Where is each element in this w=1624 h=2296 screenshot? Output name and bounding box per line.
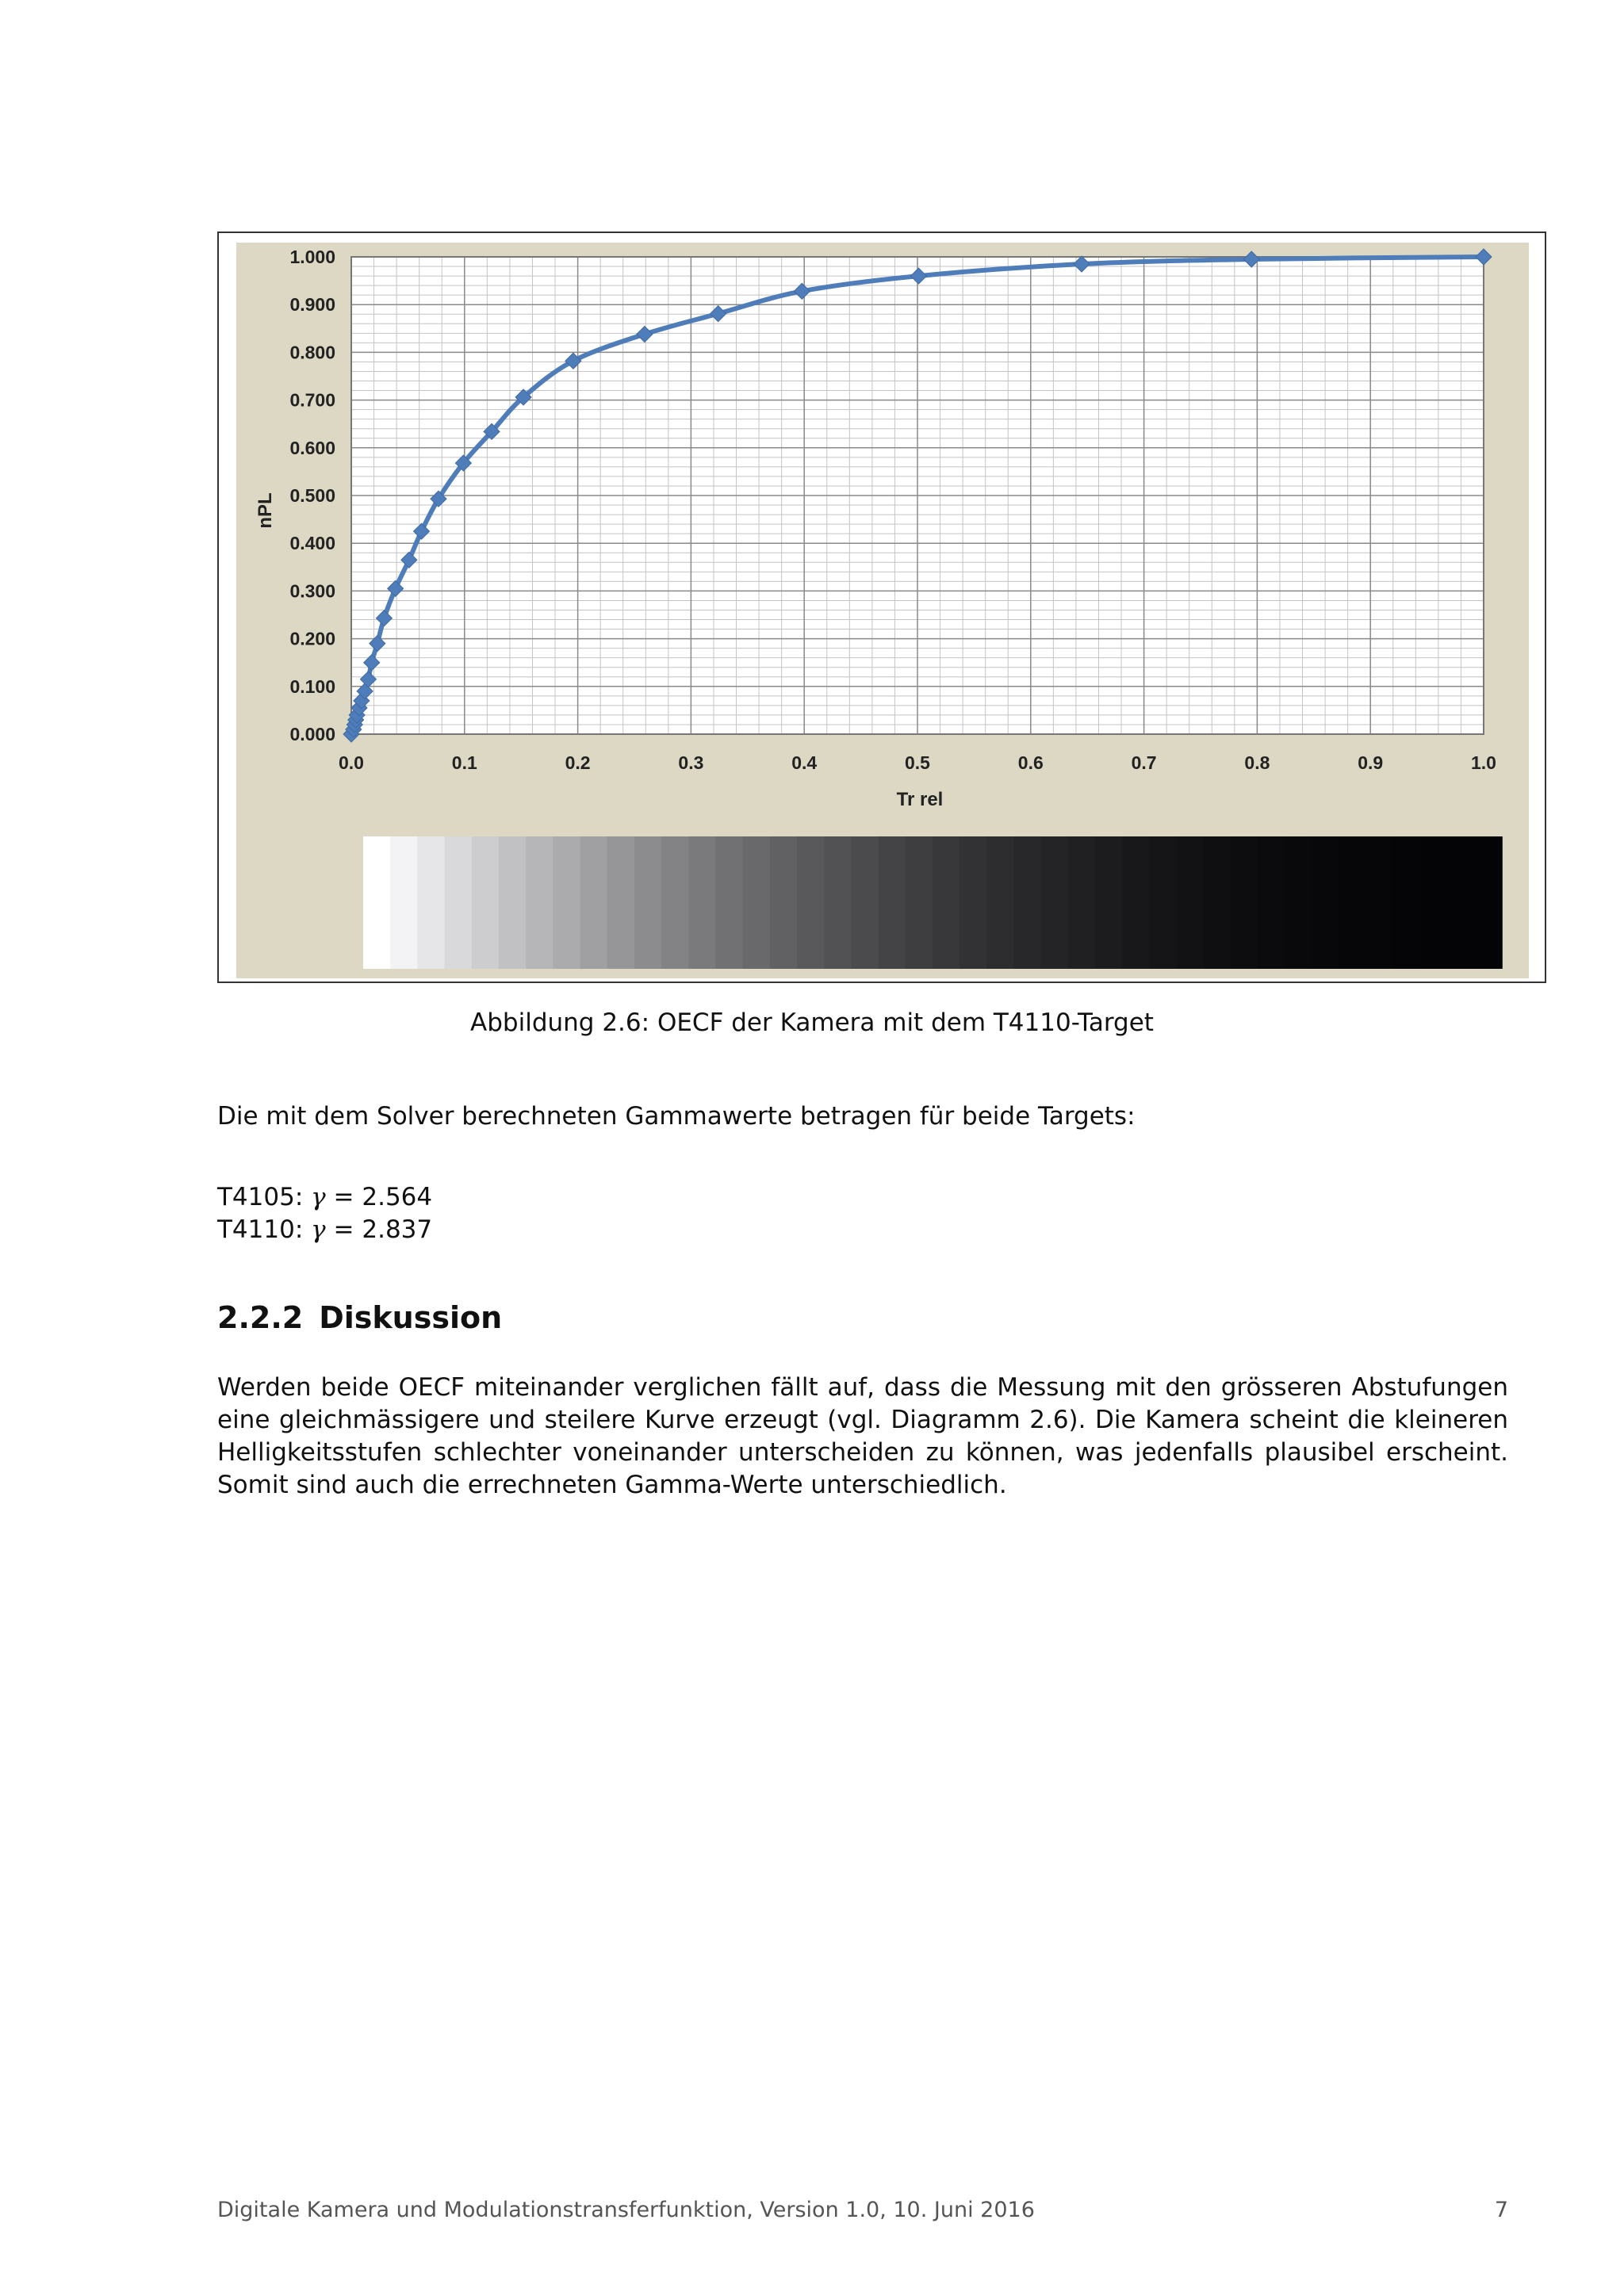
gray-step bbox=[499, 836, 527, 969]
x-tick-label: 0.1 bbox=[451, 752, 477, 773]
gray-step bbox=[1448, 836, 1476, 969]
x-tick-label: 0.8 bbox=[1244, 752, 1270, 773]
x-tick-label: 0.2 bbox=[565, 752, 591, 773]
gray-step bbox=[1258, 836, 1285, 969]
x-tick-label: 0.6 bbox=[1017, 752, 1044, 773]
y-tick-label: 0.800 bbox=[289, 342, 335, 363]
y-tick-label: 0.000 bbox=[289, 724, 335, 744]
gray-step bbox=[1420, 836, 1448, 969]
x-tick-label: 1.0 bbox=[1471, 752, 1496, 773]
gray-step bbox=[553, 836, 580, 969]
figure-frame bbox=[217, 232, 1546, 983]
gray-step bbox=[390, 836, 418, 969]
gray-step bbox=[1041, 836, 1069, 969]
gamma-target-label: T4105: bbox=[217, 1183, 304, 1211]
gray-step bbox=[1122, 836, 1150, 969]
y-tick-label: 0.700 bbox=[289, 389, 335, 411]
gray-step bbox=[1393, 836, 1421, 969]
gray-step bbox=[1285, 836, 1312, 969]
section-heading bbox=[217, 1300, 502, 1335]
y-axis-label: nPL bbox=[255, 492, 276, 529]
gray-step bbox=[607, 836, 635, 969]
gray-step bbox=[797, 836, 825, 969]
gray-step bbox=[1068, 836, 1096, 969]
y-tick-label: 0.300 bbox=[289, 580, 335, 602]
gray-step bbox=[634, 836, 662, 969]
oecf-chart bbox=[236, 243, 1529, 978]
gray-step bbox=[445, 836, 473, 969]
equals-sign: = bbox=[333, 1183, 354, 1211]
x-tick-label: 0.4 bbox=[791, 752, 818, 773]
x-tick-label: 0.3 bbox=[678, 752, 704, 773]
gray-step bbox=[1204, 836, 1231, 969]
gamma-symbol: γ bbox=[311, 1183, 326, 1211]
y-tick-label: 0.900 bbox=[289, 294, 335, 316]
discussion-paragraph: Werden beide OECF miteinander verglichen fällt auf, dass die Messung mit den grösseren Abstufungen eine gleichmässigere und steilere Kurve erzeugt (vgl. Diagramm 2.6). Die Kamera scheint die kleineren Helligkeitsstufen schlechter voneinander unterscheiden zu können, was jedenfalls plausibel erscheint. Somit sind auch die errechneten Gamma-Werte unterschiedlich. bbox=[217, 1373, 1508, 1499]
equals-sign: = bbox=[333, 1215, 354, 1244]
gray-step bbox=[526, 836, 553, 969]
section-number: 2.2.2 bbox=[217, 1300, 304, 1335]
gray-step bbox=[661, 836, 689, 969]
gamma-target-label: T4110: bbox=[217, 1215, 304, 1244]
gray-step-strip bbox=[363, 836, 1503, 969]
gray-step bbox=[824, 836, 852, 969]
gray-step bbox=[933, 836, 960, 969]
gray-step bbox=[879, 836, 906, 969]
gray-step bbox=[1150, 836, 1178, 969]
footer-text: Digitale Kamera und Modulationstransferfunktion, Version 1.0, 10. Juni 2016 bbox=[217, 2198, 1035, 2222]
gray-step bbox=[1339, 836, 1367, 969]
chart-panel bbox=[236, 243, 1529, 978]
x-axis-label: Tr rel bbox=[896, 789, 944, 810]
gray-step bbox=[1312, 836, 1340, 969]
x-tick-label: 0.7 bbox=[1131, 752, 1157, 773]
gray-step bbox=[770, 836, 798, 969]
gray-step bbox=[1014, 836, 1042, 969]
y-tick-labels bbox=[289, 247, 335, 744]
gamma-value: 2.564 bbox=[362, 1183, 433, 1211]
gray-step bbox=[851, 836, 879, 969]
y-tick-label: 0.100 bbox=[289, 675, 335, 697]
gray-step bbox=[906, 836, 933, 969]
gray-step bbox=[688, 836, 716, 969]
gray-step bbox=[743, 836, 771, 969]
y-tick-label: 0.200 bbox=[289, 628, 335, 649]
y-tick-label: 0.500 bbox=[289, 485, 335, 506]
y-tick-label: 1.000 bbox=[289, 247, 335, 267]
gray-step bbox=[986, 836, 1014, 969]
gray-step bbox=[1475, 836, 1503, 969]
gray-step bbox=[959, 836, 987, 969]
gamma-value: 2.837 bbox=[362, 1215, 433, 1244]
x-tick-label: 0.0 bbox=[339, 752, 364, 773]
gamma-line-t4105 bbox=[217, 1181, 1508, 1214]
gray-step bbox=[580, 836, 608, 969]
gray-step bbox=[472, 836, 500, 969]
page-number: 7 bbox=[1494, 2198, 1508, 2222]
y-tick-label: 0.600 bbox=[289, 437, 335, 458]
x-tick-labels bbox=[339, 752, 1496, 773]
gray-step bbox=[417, 836, 445, 969]
gray-step bbox=[1231, 836, 1258, 969]
gray-step bbox=[363, 836, 391, 969]
gray-step bbox=[1095, 836, 1123, 969]
gray-step bbox=[1366, 836, 1394, 969]
gamma-symbol: γ bbox=[311, 1215, 326, 1244]
x-tick-label: 0.9 bbox=[1358, 752, 1384, 773]
y-tick-label: 0.400 bbox=[289, 533, 335, 554]
gray-step bbox=[715, 836, 743, 969]
x-tick-label: 0.5 bbox=[905, 752, 930, 773]
figure-caption: Abbildung 2.6: OECF der Kamera mit dem T4110-Target bbox=[470, 1008, 1154, 1037]
intro-paragraph: Die mit dem Solver berechneten Gammawerte betragen für beide Targets: bbox=[217, 1102, 1136, 1131]
gamma-line-t4110 bbox=[217, 1214, 1508, 1246]
section-title-text: Diskussion bbox=[319, 1300, 503, 1335]
gray-step bbox=[1177, 836, 1205, 969]
